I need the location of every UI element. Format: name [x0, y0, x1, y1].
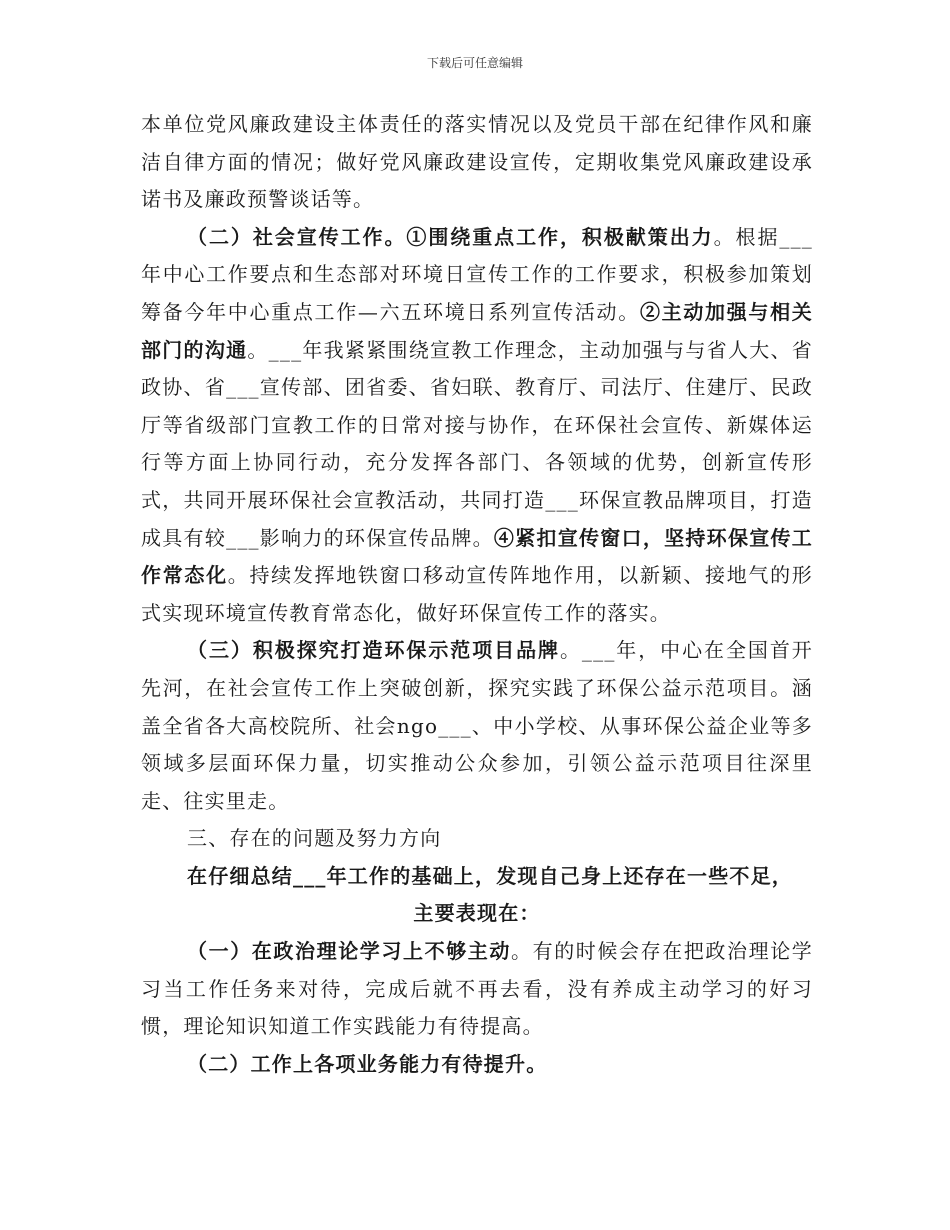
section-heading-problems: 三、存在的问题及努力方向 — [187, 826, 442, 851]
paragraph-demo-project — [141, 632, 813, 820]
document-body — [141, 106, 813, 1083]
text-demo-project: 。___年，中心在全国首开先河，在社会宣传工作上突破创新，探究实践了环保公益示范项目。涵盖全省各大高校院所、社会ngo___、中小学校、从事环保公益企业等多领域多层面环保力量，切实推动公众参加，引领公益示范项目往深里走、往实里走。 — [141, 638, 813, 813]
text-focus-key-work: 。根据___年中心工作要点和生态部对环境日宣传工作的工作要求，积极参加策划筹备今年中心重点工作—六五环境日系列宣传活动。 — [141, 224, 813, 324]
paragraph-social-publicity — [141, 219, 813, 633]
section-title-social-publicity: （二）社会宣传工作。 — [187, 224, 407, 249]
point-strengthen-communication: ②主动加强与相关部门的沟通 — [141, 299, 813, 362]
paragraph-summary-line-2: 主要表现在： — [413, 901, 541, 926]
section-title-political-study: （一）在政治理论学习上不够主动 — [187, 939, 511, 964]
paragraph-political-study — [141, 933, 813, 1046]
point-publicity-window: ④紧扣宣传窗口，坚持环保宣传工作常态化 — [141, 525, 813, 588]
paragraph-party-conduct: 本单位党风廉政建设主体责任的落实情况以及党员干部在纪律作风和廉洁自律方面的情况；做好党风廉政建设宣传，定期收集党风廉政建设承诺书及廉政预警谈话等。 — [141, 112, 813, 212]
text-political-study: 。有的时候会存在把政治理论学习当工作任务来对待，完成后就不再去看，没有养成主动学习的好习惯，理论知识知道工作实践能力有待提高。 — [141, 939, 813, 1039]
text-publicity-window: 。持续发挥地铁窗口移动宣传阵地作用，以新颖、接地气的形式实现环境宣传教育常态化，做好环保宣传工作的落实。 — [141, 563, 813, 625]
paragraph-business-ability: （二）工作上各项业务能力有待提升。 — [187, 1051, 548, 1076]
text-strengthen-communication: 。___年我紧紧围绕宣教工作理念，主动加强与与省人大、省政协、省___宣传部、团省委、省妇联、教育厅、司法厅、住建厅、民政厅等省级部门宣教工作的日常对接与协作，在环保社会宣传、新媒体运行等方面上协同行动，充分发挥各部门、各领域的优势，创新宣传形式，共同开展环保社会宣教活动，共同打造___环保宣教品牌项目，打造成具有较___影响力的环保宣传品牌。 — [141, 337, 813, 550]
page-header: 下载后可任意编辑 — [426, 56, 523, 70]
paragraph-summary-line: 在仔细总结___年工作的基础上，发现自己身上还存在一些不足， — [187, 863, 793, 888]
point-focus-key-work: ①围绕重点工作，积极献策出力 — [406, 224, 714, 249]
section-title-demo-project: （三）积极探究打造环保示范项目品牌 — [187, 638, 560, 663]
